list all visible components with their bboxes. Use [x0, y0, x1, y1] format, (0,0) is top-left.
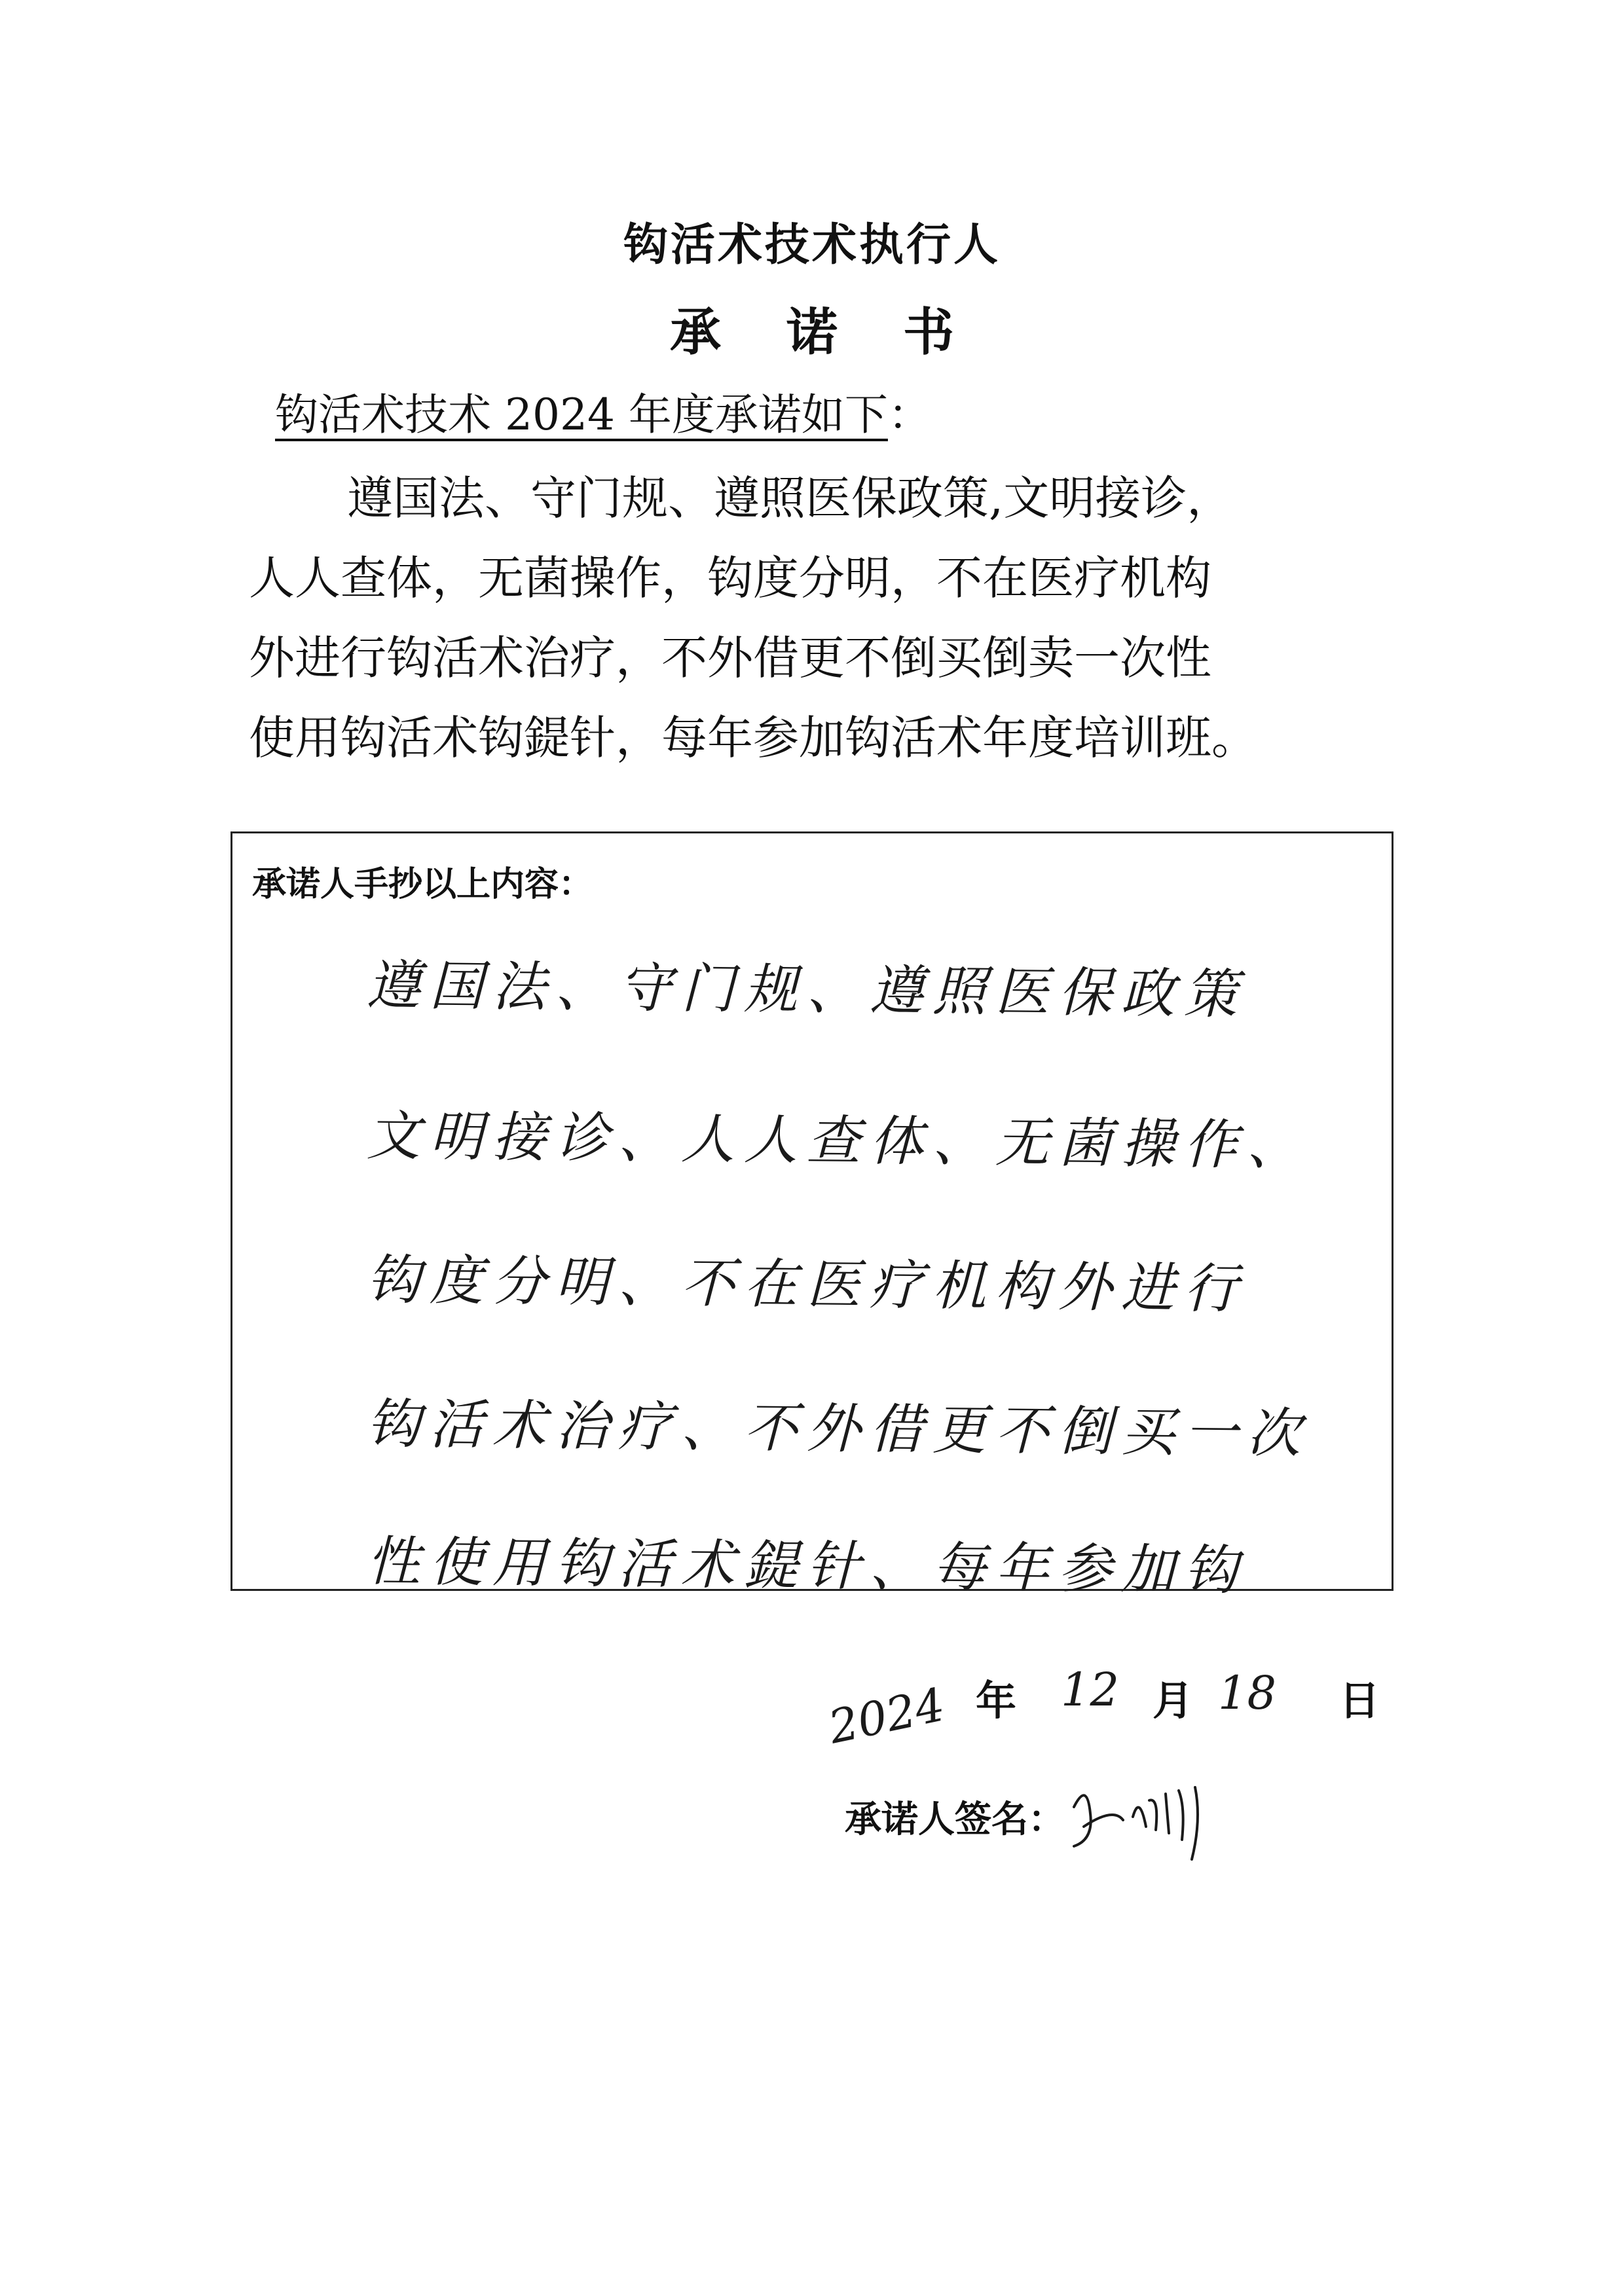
handwritten-signature [1061, 1768, 1257, 1872]
document-title: 钩活术技术执行人 [623, 219, 1001, 271]
handwritten-line: 钩活术治疗、不外借更不倒买一次 [366, 1393, 1310, 1466]
handwritten-line: 遵国法、守门规、遵照医保政策 [366, 955, 1247, 1027]
date-month-unit: 月 [1153, 1677, 1194, 1724]
handwritten-line: 钩度分明、不在医疗机构外进行 [366, 1249, 1247, 1321]
pledge-line: 外进行钩活术治疗，不外借更不倒买倒卖一次性 [249, 631, 1211, 685]
document-subtitle: 承诺书 [669, 302, 1020, 362]
handcopy-label: 承诺人手抄以上内容： [252, 865, 593, 904]
intro-colon: ： [887, 390, 931, 440]
pledge-line: 人人查体，无菌操作，钩度分明，不在医疗机构 [249, 551, 1211, 605]
pledge-line: 使用钩活术钩鍉针，每年参加钩活术年度培训班。 [249, 711, 1257, 765]
pledge-line: 遵国法、守门规、遵照医保政策,文明接诊， [347, 471, 1233, 525]
date-year-unit: 年 [976, 1677, 1017, 1724]
intro-line [275, 380, 931, 442]
date-year-handwritten: 2024 [824, 1677, 950, 1755]
handwritten-line: 文明接诊、人人查体、无菌操作、 [366, 1105, 1310, 1178]
intro-underlined: 钩活术技术 2024 年度承诺如下 [275, 390, 888, 440]
date-day-unit: 日 [1339, 1677, 1380, 1724]
pledge-paragraph [249, 458, 1395, 778]
handwritten-line: 性使用钩活术鍉针、每年参加钩 [366, 1531, 1247, 1603]
date-month-handwritten: 12 [1061, 1663, 1120, 1717]
signature-label: 承诺人签名： [845, 1798, 1065, 1841]
date-day-handwritten: 18 [1218, 1666, 1277, 1720]
